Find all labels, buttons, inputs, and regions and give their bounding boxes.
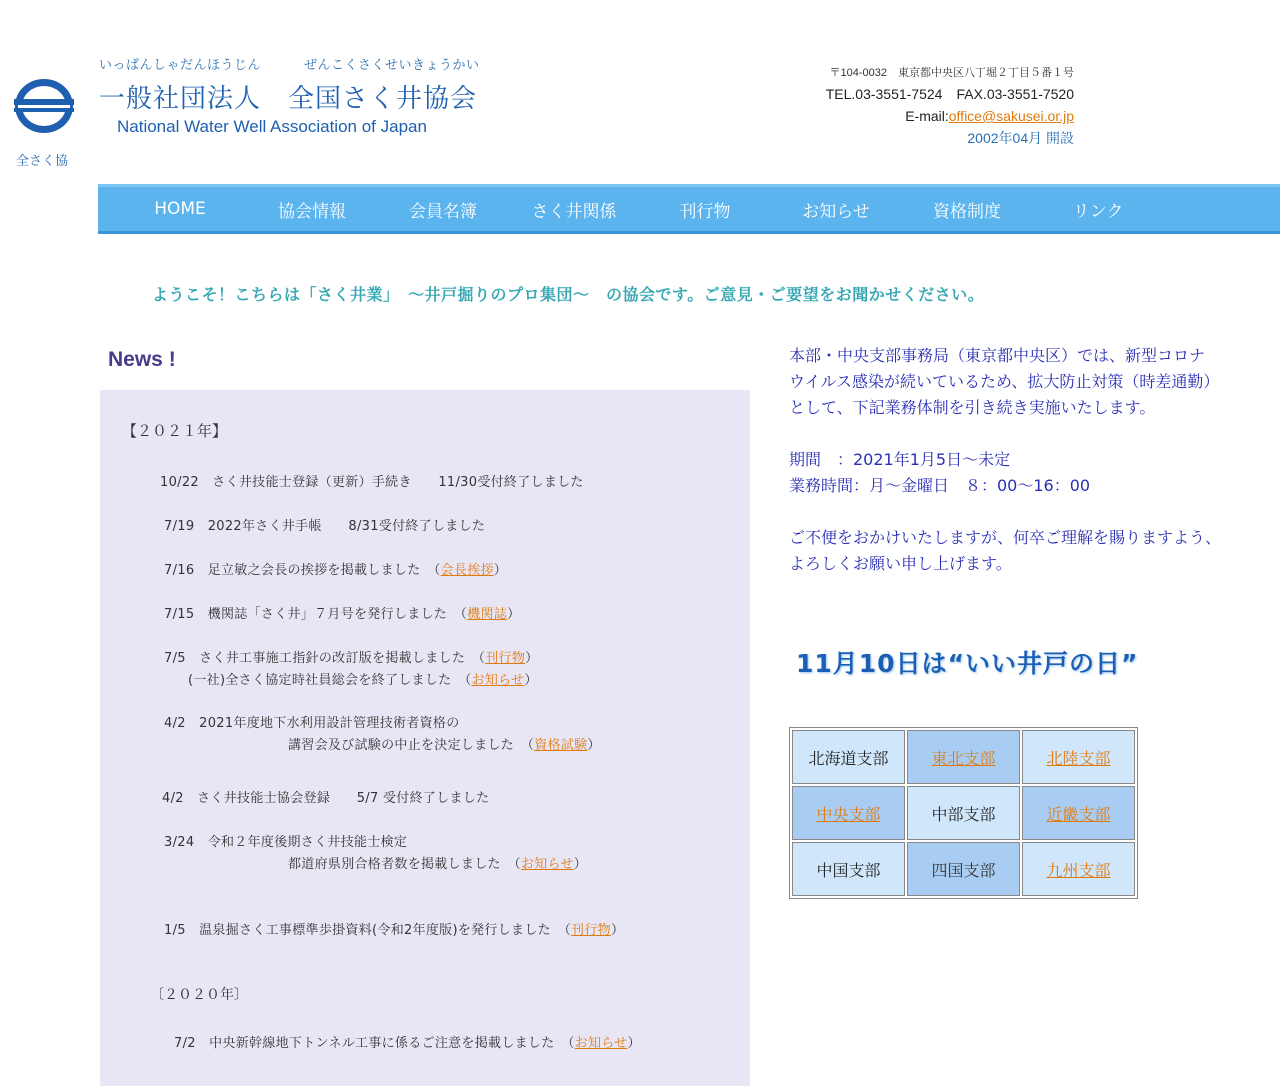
news-item: 講習会及び試験の中止を決定しました （資格試験） bbox=[288, 738, 601, 753]
opened-date: 2002年04月 開設 bbox=[967, 130, 1074, 146]
branch-kyushu[interactable]: 九州支部 bbox=[1022, 842, 1135, 896]
nav-qualifications[interactable]: 資格制度 bbox=[933, 201, 1001, 222]
welcome-message: ようこそ！こちらは「さく井業」 ～井戸掘りのプロ集団～ の協会です。ご意見・ご要望をお聞かせください。 bbox=[152, 285, 985, 304]
year-2020-label: 〔２０２０年〕 bbox=[150, 987, 248, 1003]
notice-line: として、下記業務体制を引き続き実施いたします。 bbox=[789, 398, 1156, 417]
news-item: 7/2 中央新幹線地下トンネル工事に係るご注意を掲載しました （お知らせ） bbox=[174, 1036, 641, 1051]
notice-closing: ご不便をおかけいたしますが、何卒ご理解を賜りますよう、 bbox=[789, 528, 1222, 547]
nav-links[interactable]: リンク bbox=[1072, 201, 1124, 222]
nav-association-info[interactable]: 協会情報 bbox=[278, 201, 346, 222]
tel-fax: TEL.03-3551-7524 FAX.03-3551-7520 bbox=[825, 86, 1074, 102]
branch-chuo[interactable]: 中央支部 bbox=[792, 786, 905, 840]
nav-publications[interactable]: 刊行物 bbox=[679, 201, 731, 222]
nav-well-drilling[interactable]: さく井関係 bbox=[531, 201, 617, 222]
news-item: (一社)全さく協定時社員総会を終了しました （お知らせ） bbox=[188, 673, 538, 688]
nav-news[interactable]: お知らせ bbox=[802, 201, 870, 222]
news-item: 都道府県別合格者数を掲載しました （お知らせ） bbox=[288, 857, 588, 872]
email-label: E-mail: bbox=[905, 108, 949, 124]
branch-shikoku: 四国支部 bbox=[907, 842, 1020, 896]
contact-info bbox=[826, 64, 1074, 148]
news-title: News ! bbox=[108, 348, 176, 371]
branch-kinki[interactable]: 近畿支部 bbox=[1022, 786, 1135, 840]
branch-chubu: 中部支部 bbox=[907, 786, 1020, 840]
notice-closing: よろしくお願い申し上げます。 bbox=[789, 554, 1012, 573]
news-item: 4/2 さく井技能士協会登録 5/7 受付終了しました bbox=[162, 791, 490, 806]
news-link-qualification-exam[interactable]: 資格試験 bbox=[534, 738, 588, 753]
notice-period: 期間 ：2021年1月5日～未定 bbox=[789, 450, 1011, 469]
association-logo-icon bbox=[14, 78, 74, 134]
email-link[interactable]: office@sakusei.or.jp bbox=[948, 108, 1074, 124]
news-item: 3/24 令和２年度後期さく井技能士検定 bbox=[164, 835, 408, 850]
branch-chugoku: 中国支部 bbox=[792, 842, 905, 896]
news-item: 10/22 さく井技能士登録（更新）手続き 11/30受付終了しました bbox=[160, 475, 584, 490]
news-item: 7/19 2022年さく井手帳 8/31受付終了しました bbox=[164, 519, 486, 534]
well-day-banner: 11月10日は“いい井戸の日” bbox=[796, 649, 1139, 678]
notice-hours: 業務時間：月～金曜日 ８：00～16：00 bbox=[789, 476, 1091, 495]
main-nav bbox=[98, 184, 1280, 234]
news-link-notice[interactable]: お知らせ bbox=[471, 673, 525, 688]
year-2021-label: 【２０２１年】 bbox=[122, 422, 228, 440]
org-name: 一般社団法人 全国さく井協会 bbox=[99, 84, 478, 114]
news-item: 1/5 温泉掘さく工事標準歩掛資料(令和2年度版)を発行しました （刊行物） bbox=[164, 923, 625, 938]
nav-home[interactable]: HOME bbox=[154, 199, 206, 219]
news-link-notice[interactable]: お知らせ bbox=[520, 857, 574, 872]
address: 〒104-0032 東京都中央区八丁堀２丁目５番１号 bbox=[829, 67, 1074, 79]
furigana-association: ぜんこくさくせいきょうかい bbox=[304, 58, 480, 73]
nav-member-list[interactable]: 会員名簿 bbox=[409, 201, 477, 222]
branch-table bbox=[789, 727, 1138, 899]
news-item: 7/5 さく井工事施工指針の改訂版を掲載しました （刊行物） bbox=[164, 651, 539, 666]
notice-line: ウイルス感染が続いているため、拡大防止対策（時差通勤） bbox=[789, 372, 1220, 391]
covid-notice bbox=[789, 343, 1269, 577]
branch-hokkaido: 北海道支部 bbox=[792, 730, 905, 784]
notice-line: 本部・中央支部事務局（東京都中央区）では、新型コロナ bbox=[789, 346, 1206, 365]
news-link-chairman-greeting[interactable]: 会長挨拶 bbox=[440, 563, 494, 578]
branch-hokuriku[interactable]: 北陸支部 bbox=[1022, 730, 1135, 784]
news-item: 7/15 機関誌「さく井」７月号を発行しました （機関誌） bbox=[164, 607, 521, 622]
logo-caption: 全さく協 bbox=[16, 154, 69, 169]
news-link-notice[interactable]: お知らせ bbox=[574, 1036, 628, 1051]
org-name-english: National Water Well Association of Japan bbox=[117, 117, 427, 136]
branch-tohoku[interactable]: 東北支部 bbox=[907, 730, 1020, 784]
furigana-corporation: いっぱんしゃだんほうじん bbox=[99, 58, 262, 73]
news-link-journal[interactable]: 機関誌 bbox=[467, 607, 508, 622]
news-panel bbox=[100, 390, 750, 1086]
email-row bbox=[826, 108, 1074, 124]
news-item: 7/16 足立敏之会長の挨拶を掲載しました （会長挨拶） bbox=[164, 563, 508, 578]
news-link-publications[interactable]: 刊行物 bbox=[571, 923, 611, 938]
news-link-publications[interactable]: 刊行物 bbox=[485, 651, 526, 666]
news-item: 4/2 2021年度地下水利用設計管理技術者資格の bbox=[164, 716, 460, 731]
